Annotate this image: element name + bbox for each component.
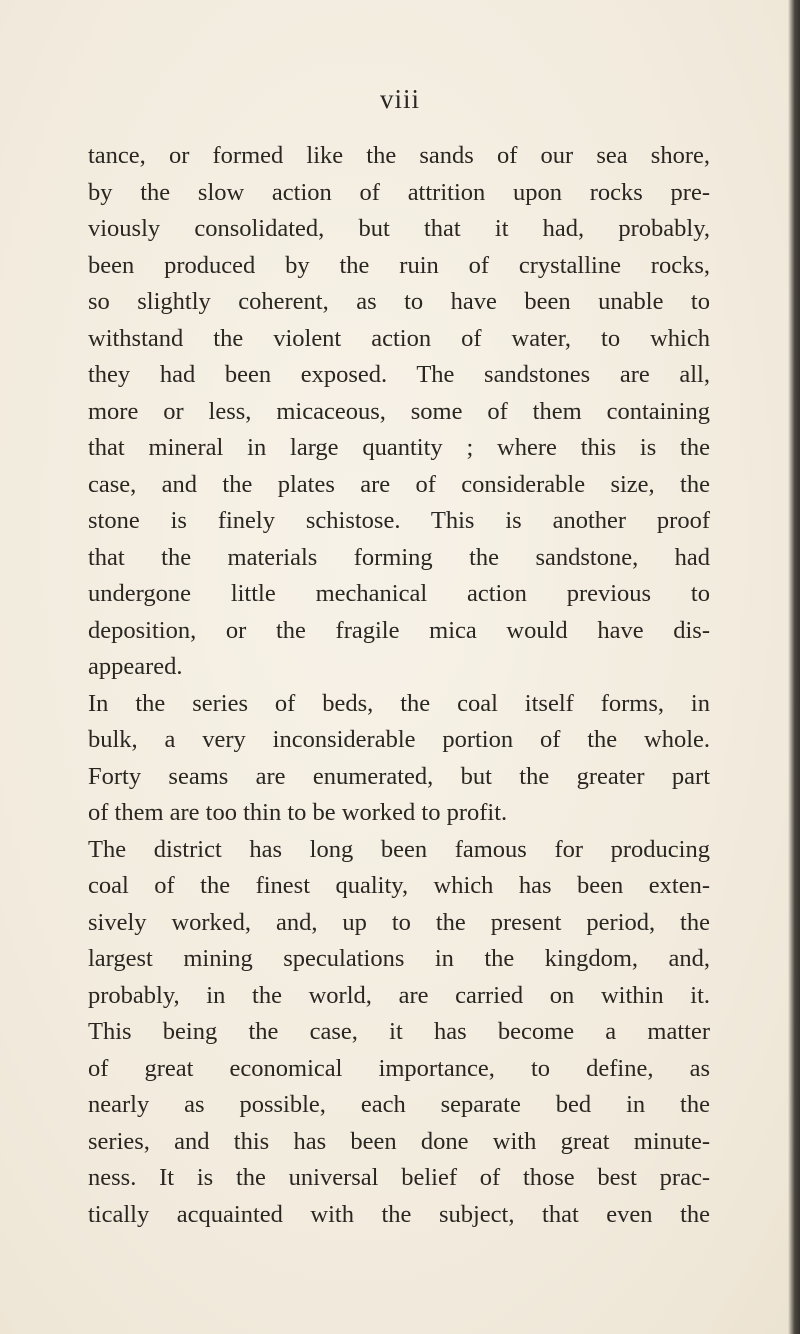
text-line: viously consolidated, but that it had, probably,	[88, 215, 710, 242]
text-line: In the series of beds, the coal itself forms, in	[88, 689, 710, 717]
text-line: deposition, or the fragile mica would have dis-	[88, 616, 710, 644]
page-edge-shadow	[788, 0, 800, 1334]
text-line: ness. It is the universal belief of those best prac-	[88, 1164, 710, 1191]
text-line: by the slow action of attrition upon rocks pre-	[88, 178, 710, 206]
text-line: more or less, micaceous, some of them containing	[88, 397, 710, 425]
text-line: withstand the violent action of water, to which	[88, 324, 710, 352]
text-line: stone is finely schistose. This is another proof	[88, 507, 710, 534]
text-line: probably, in the world, are carried on within it.	[88, 981, 710, 1009]
text-line: sively worked, and, up to the present period, the	[88, 908, 710, 936]
text-line: tance, or formed like the sands of our sea shore,	[88, 142, 710, 169]
text-line: case, and the plates are of considerable size, the	[88, 470, 710, 498]
text-line: Forty seams are enumerated, but the greater part	[88, 762, 710, 790]
text-line: nearly as possible, each separate bed in the	[88, 1091, 710, 1118]
text-line: of great economical importance, to define, as	[88, 1054, 710, 1082]
text-line: appeared.	[88, 653, 183, 680]
text-line: coal of the finest quality, which has been exten-	[88, 872, 710, 899]
text-line: This being the case, it has become a matter	[88, 1018, 710, 1045]
text-line: series, and this has been done with great minute-	[88, 1127, 710, 1155]
text-line: that mineral in large quantity ; where this is the	[88, 434, 710, 461]
text-line: they had been exposed. The sandstones are all,	[88, 361, 710, 388]
text-line: of them are too thin to be worked to profit.	[88, 799, 508, 826]
text-line: largest mining speculations in the kingdom, and,	[88, 945, 710, 972]
text-line: that the materials forming the sandstone, had	[88, 543, 710, 571]
text-line: so slightly coherent, as to have been unable to	[88, 288, 710, 315]
text-line: The district has long been famous for producing	[88, 835, 710, 863]
text-line: been produced by the ruin of crystalline rocks,	[88, 251, 710, 279]
body-text	[88, 138, 710, 1233]
text-line: bulk, a very inconsiderable portion of the whole.	[88, 726, 710, 753]
text-line: undergone little mechanical action previous to	[88, 580, 710, 607]
page-number: viii	[379, 84, 420, 114]
text-line: tically acquainted with the subject, that even the	[88, 1200, 710, 1228]
